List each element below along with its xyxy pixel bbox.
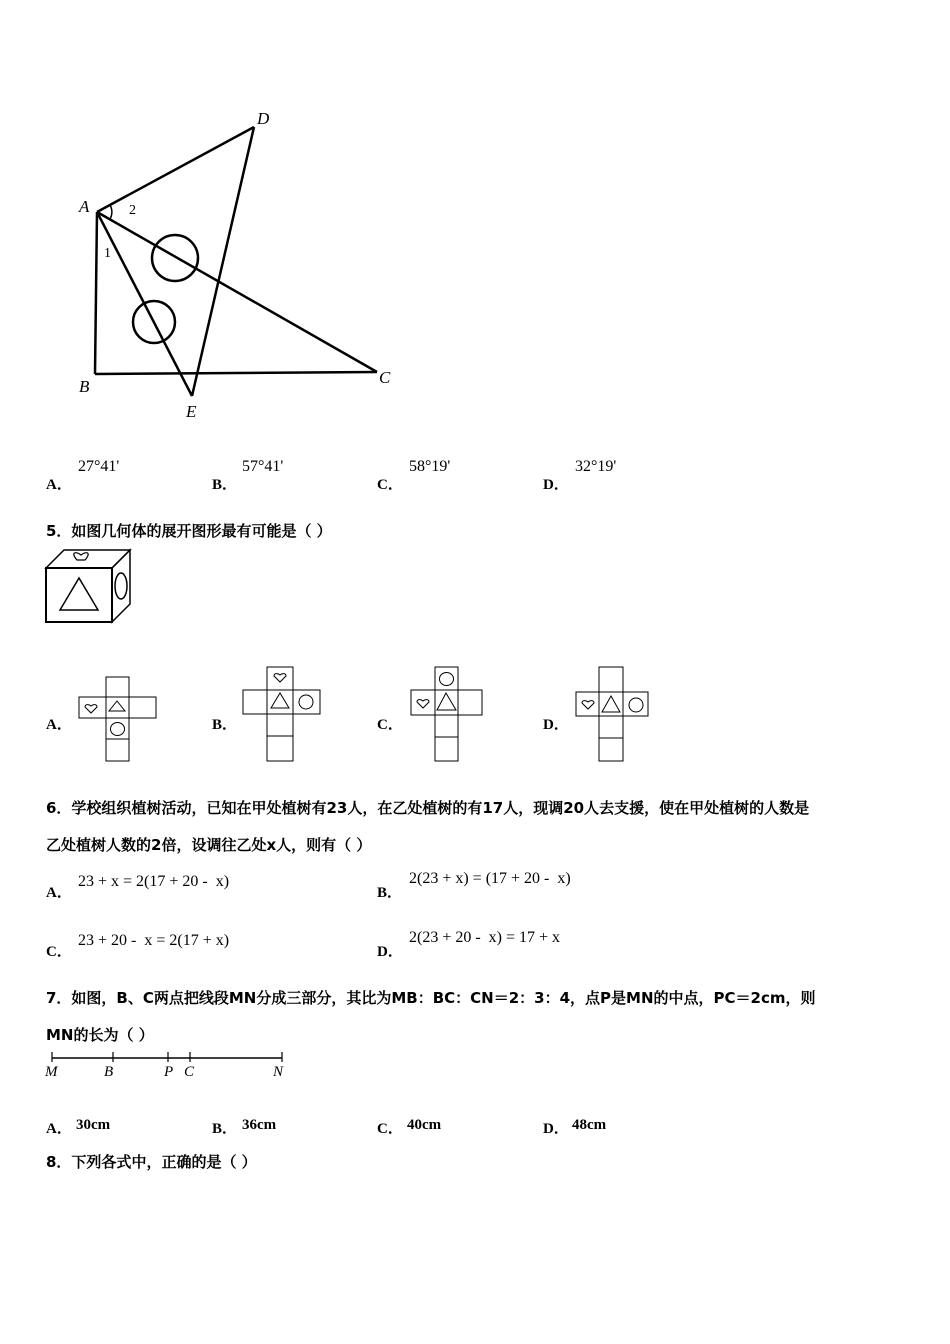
q7-line2: MN的长为（ ） [46, 1026, 154, 1044]
option-label: B． [377, 885, 403, 901]
net-a-figure [78, 676, 158, 762]
option-label: B． [212, 477, 238, 493]
point-d-label: D [257, 109, 270, 128]
option-value: 27°41' [78, 458, 120, 475]
q8-text: 8．下列各式中，正确的是（ ） [46, 1153, 257, 1171]
triangle-figure [70, 100, 410, 425]
option-value: 30cm [76, 1117, 111, 1133]
option-value: 23 + 20 - x = 2(17 + x) [78, 932, 230, 949]
option-value: 57°41' [242, 458, 284, 475]
option-label: D． [377, 944, 403, 960]
angle-1-label: 1 [104, 246, 111, 261]
option-label: A． [46, 477, 72, 493]
option-label: C． [46, 944, 72, 960]
option-value: 48cm [572, 1117, 607, 1133]
option-value: 58°19' [409, 458, 451, 475]
option-value: 2(23 + x) = (17 + 20 - x) [409, 870, 571, 887]
option-label: C． [377, 1121, 403, 1137]
cube-figure [44, 548, 134, 624]
point-m-label: M [45, 1064, 58, 1080]
option-value: 32°19' [575, 458, 617, 475]
net-d-figure [575, 666, 650, 762]
net-c-figure [410, 666, 485, 762]
option-label: A． [46, 717, 72, 733]
segment-figure [44, 1048, 294, 1082]
q6-line2: 乙处植树人数的2倍，设调往乙处x人，则有（ ） [46, 836, 372, 854]
option-value: 2(23 + 20 - x) = 17 + x [409, 929, 561, 946]
option-value: 23 + x = 2(17 + 20 - x) [78, 873, 230, 890]
point-b-label: B [104, 1064, 114, 1080]
point-p-label: P [164, 1064, 174, 1080]
option-label: D． [543, 717, 569, 733]
q6-line1: 6．学校组织植树活动，已知在甲处植树有23人，在乙处植树的有17人，现调20人去支援，使在甲处植树的人数是 [46, 799, 810, 817]
option-label: A． [46, 1121, 72, 1137]
net-b-figure [242, 666, 322, 762]
point-a-label: A [79, 197, 90, 216]
point-e-label: E [186, 402, 197, 421]
option-value: 36cm [242, 1117, 277, 1133]
option-label: C． [377, 477, 403, 493]
point-c-label: C [379, 368, 391, 387]
option-label: B． [212, 717, 238, 733]
point-b-label: B [79, 377, 90, 396]
angle-2-label: 2 [129, 203, 136, 218]
option-label: D． [543, 1121, 569, 1137]
q7-line1: 7．如图，B、C两点把线段MN分成三部分，其比为MB：BC：CN＝2：3：4，点P是MN的中点，PC＝2cm，则 [46, 989, 816, 1007]
point-c-label: C [184, 1064, 195, 1080]
option-label: D． [543, 477, 569, 493]
option-label: A． [46, 885, 72, 901]
option-label: B． [212, 1121, 238, 1137]
option-label: C． [377, 717, 403, 733]
q5-text: 5．如图几何体的展开图形最有可能是（ ） [46, 522, 332, 540]
point-n-label: N [273, 1064, 284, 1080]
option-value: 40cm [407, 1117, 442, 1133]
